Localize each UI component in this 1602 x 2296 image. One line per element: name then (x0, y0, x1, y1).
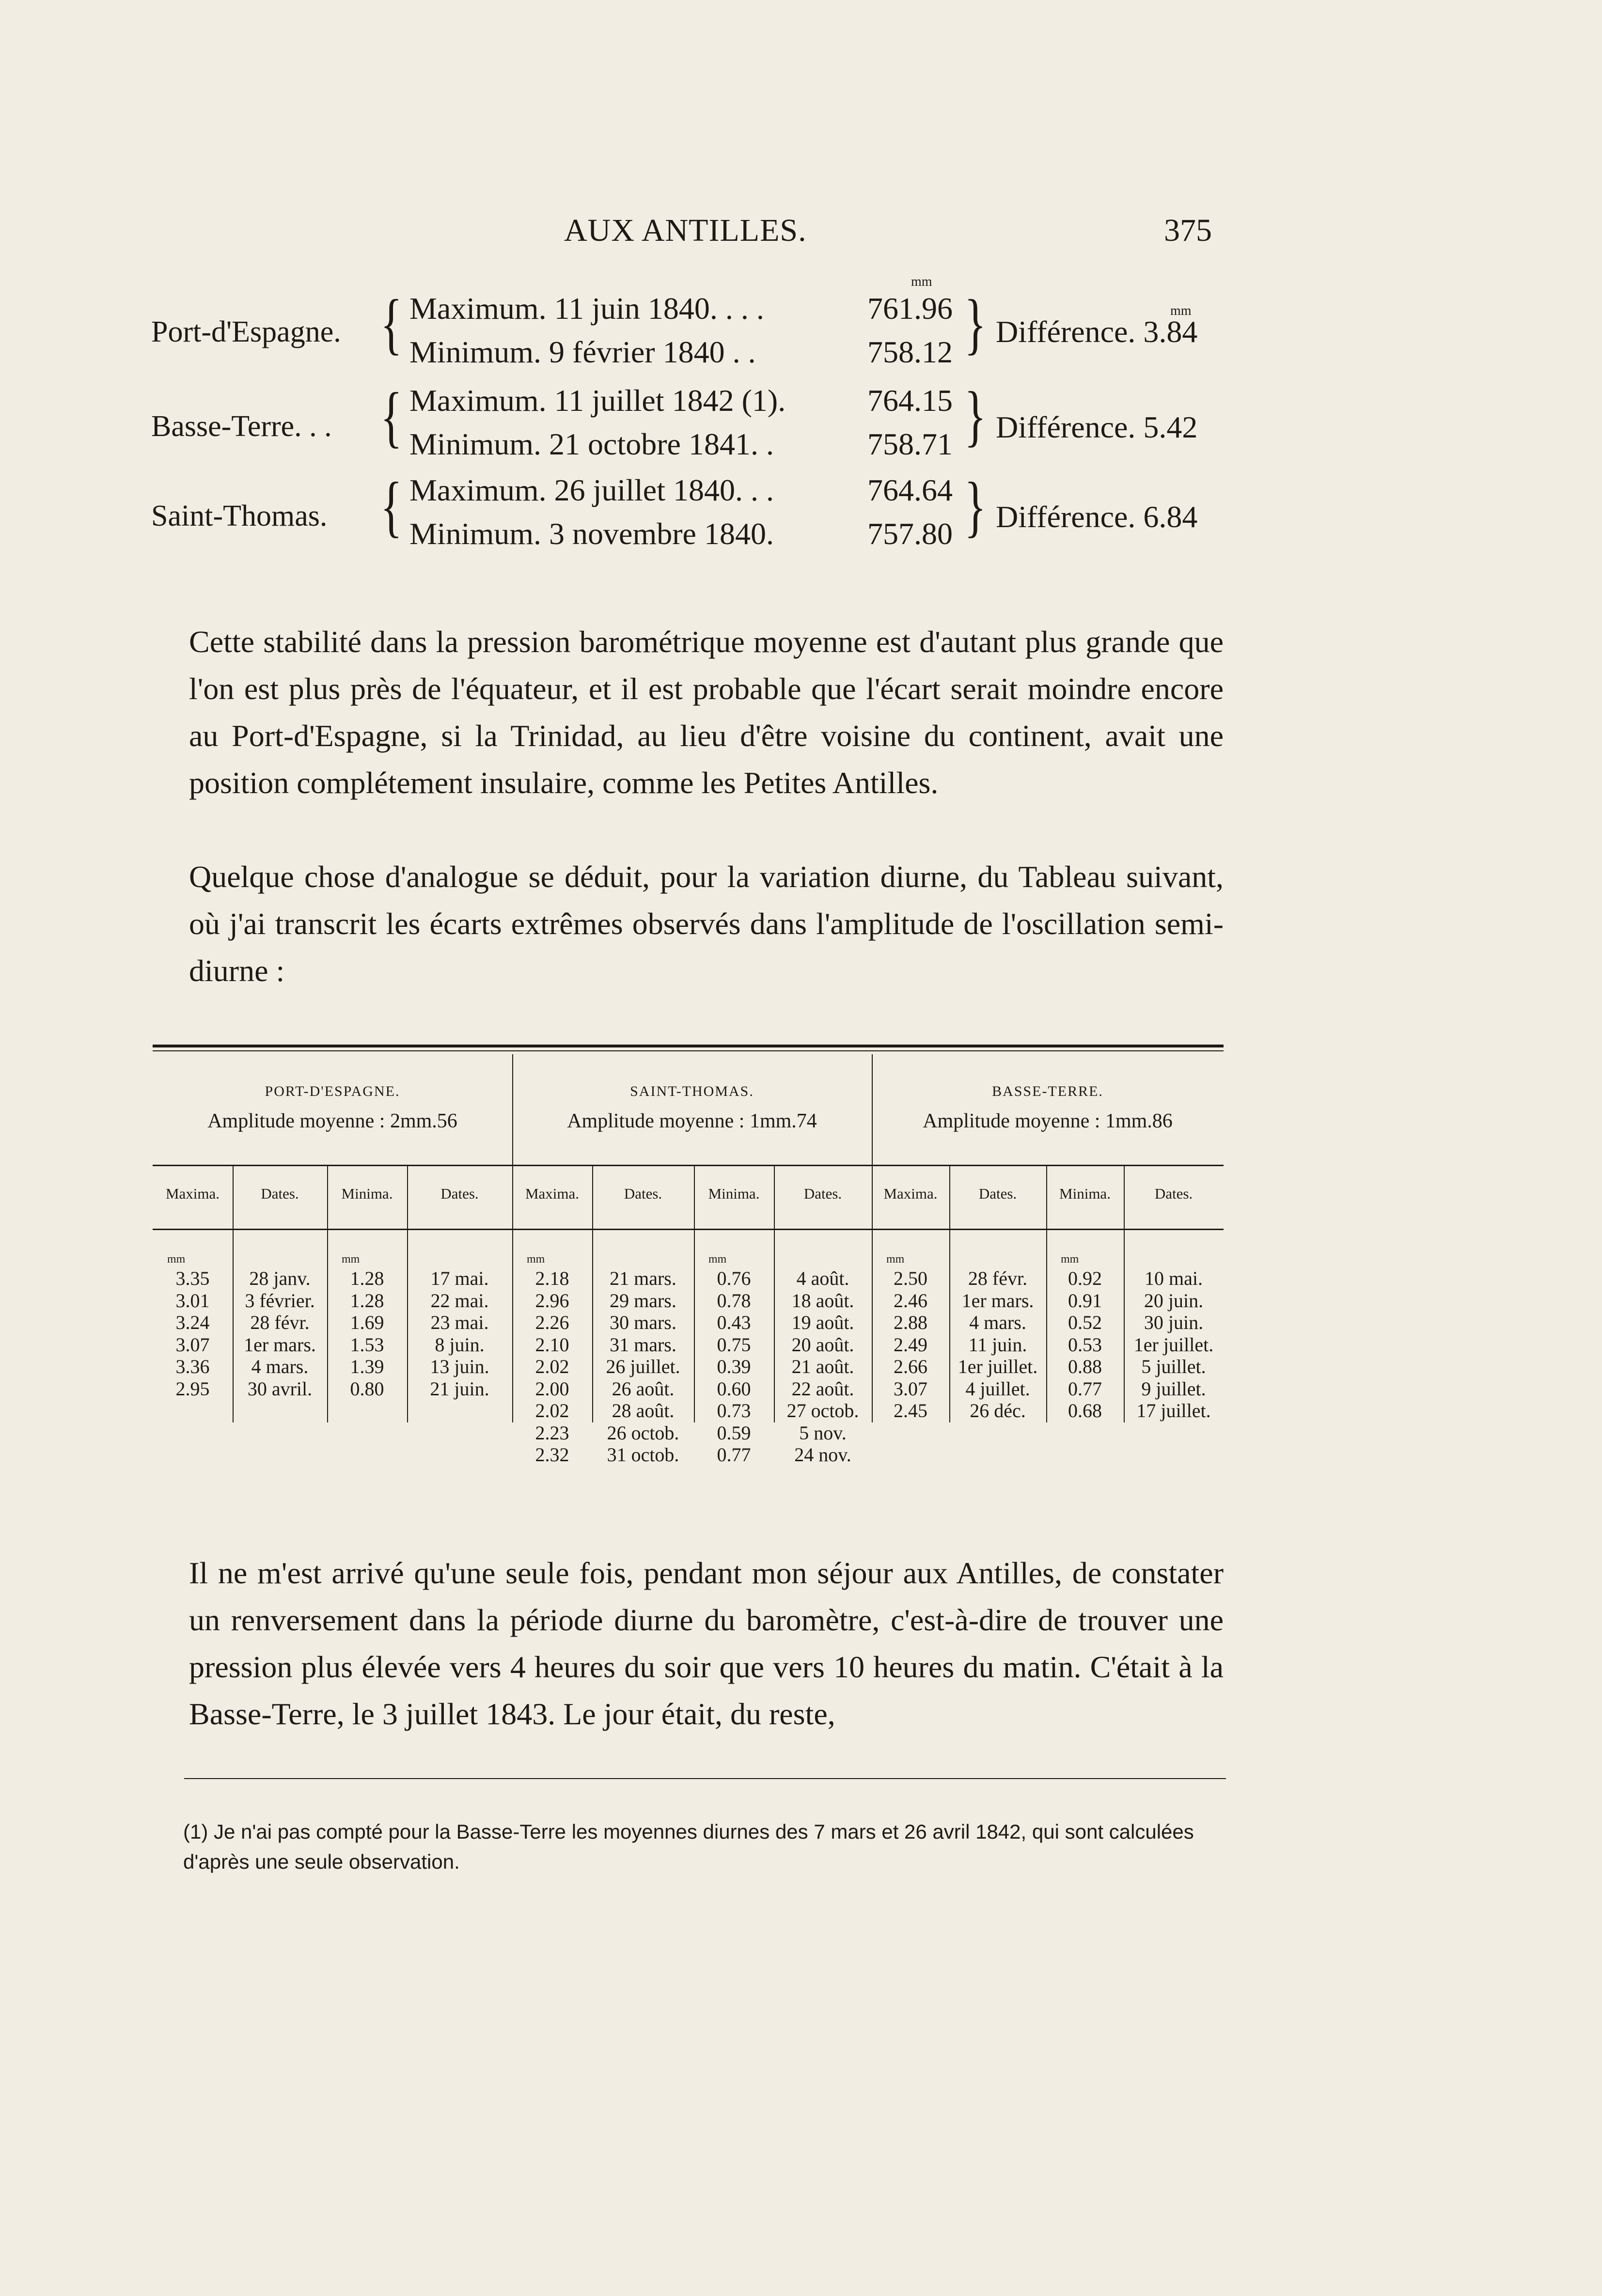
table-cell: 4 juillet. (965, 1377, 1030, 1400)
table-cell: 2.45 (894, 1400, 927, 1421)
table-cell: 2.95 (175, 1377, 210, 1400)
table-cell: 17 juillet. (1136, 1400, 1211, 1421)
table-cell: 27 octob. (786, 1400, 859, 1421)
max-value: 764.64 (867, 473, 953, 507)
station-amplitude: Amplitude moyenne : 1mm.74 (567, 1110, 817, 1132)
table-cell: 5 nov. (799, 1421, 847, 1444)
table-top-rule (153, 1045, 1224, 1047)
table-cell: 9 juillet. (1141, 1377, 1206, 1400)
table-cell: 0.91 (1068, 1289, 1102, 1312)
column-rule (512, 1054, 513, 1422)
table-cell: 0.75 (717, 1333, 751, 1356)
table-cell: 3.07 (175, 1333, 210, 1356)
column-header: Maxima. (525, 1185, 580, 1202)
table-cell: 28 janv. (249, 1267, 311, 1289)
table-cell: 0.53 (1068, 1333, 1102, 1356)
column-header: Dates. (1154, 1185, 1193, 1202)
table-cell: 2.00 (535, 1377, 569, 1400)
table-cell: 22 mai. (430, 1289, 489, 1312)
table-cell: 2.88 (894, 1312, 927, 1333)
table-cell: 0.59 (717, 1421, 751, 1444)
table-cell: 28 févr. (968, 1267, 1028, 1289)
unit-label: mm (708, 1253, 727, 1265)
table-cell: 26 juillet. (606, 1356, 680, 1377)
brace-right: } (964, 286, 987, 362)
unit-label: mm (886, 1253, 905, 1265)
table-top-rule (153, 1050, 1224, 1051)
station-name: Port-d'Espagne. (151, 315, 341, 348)
difference: Différence. 6.84 (996, 500, 1198, 534)
column-header: Maxima. (883, 1185, 938, 1202)
max-label: Maximum. 26 juillet 1840. . . (409, 473, 774, 507)
table-cell: 28 févr. (250, 1312, 310, 1333)
table-cell: 11 juin. (968, 1333, 1027, 1356)
table-cell: 28 août. (612, 1400, 675, 1421)
table-cell: 2.18 (535, 1267, 569, 1289)
table-cell: 4 mars. (969, 1312, 1026, 1333)
page-number: 375 (1164, 213, 1212, 248)
table-cell: 1er juillet. (1133, 1333, 1214, 1356)
table-cell: 31 octob. (607, 1444, 679, 1466)
table-cell: 22 août. (791, 1377, 854, 1400)
table-cell: 2.02 (535, 1400, 569, 1421)
table-cell: 1.53 (350, 1333, 384, 1356)
table-cell: 3.07 (894, 1377, 927, 1400)
table-cell: 2.50 (894, 1267, 927, 1289)
column-header: Minima. (708, 1185, 760, 1202)
min-label: Minimum. 21 octobre 1841. . (409, 427, 774, 461)
table-cell: 0.78 (717, 1289, 751, 1312)
table-cell: 8 juin. (435, 1333, 485, 1356)
column-header: Dates. (978, 1185, 1017, 1202)
table-cell: 31 mars. (610, 1333, 676, 1356)
column-rule (233, 1165, 234, 1422)
unit-label: mm (911, 274, 932, 289)
footnote-rule (184, 1778, 1226, 1779)
table-cell: 3.36 (175, 1356, 210, 1377)
table-cell: 20 août. (791, 1333, 854, 1356)
column-header: Minima. (341, 1185, 393, 1202)
table-cell: 0.77 (717, 1444, 751, 1466)
table-cell: 5 juillet. (1141, 1356, 1206, 1377)
column-rule (774, 1165, 775, 1422)
column-header: Dates. (440, 1185, 479, 1202)
table-cell: 1.28 (350, 1267, 384, 1289)
paragraph: Il ne m'est arrivé qu'une seule fois, pendant mon séjour aux Antilles, de constater un renversement dans la période diurne du baromètre, c'est-à-dire de trouver une pression plus élevée vers 4 heures du soir que vers 10 heures du matin. C'était à la Basse-Terre, le 3 juillet 1843. Le jour était, du reste, (189, 1556, 1224, 1731)
paragraph: Cette stabilité dans la pression barométrique moyenne est d'autant plus grande que l'on est plus près de l'équateur, et il est probable que l'écart serait moindre encore au Port-d'Espagne, si la Trinidad, au lieu d'être voisine du continent, avait une position complétement insulaire, comme les Petites Antilles. (189, 625, 1224, 800)
table-cell: 1.39 (350, 1356, 384, 1377)
table-cell: 0.88 (1068, 1356, 1102, 1377)
column-header: Dates. (624, 1185, 662, 1202)
column-rule (694, 1165, 695, 1422)
table-cell: 23 mai. (430, 1312, 489, 1333)
column-rule (1124, 1165, 1125, 1422)
column-header: Minima. (1059, 1185, 1111, 1202)
table-cell: 4 août. (796, 1267, 849, 1289)
table-cell: 1.28 (350, 1289, 384, 1312)
column-header: Dates. (803, 1185, 842, 1202)
table-cell: 3 février. (245, 1289, 315, 1312)
table-cell: 21 mars. (610, 1267, 676, 1289)
table-cell: 0.39 (717, 1356, 751, 1377)
station-heading: BASSE-TERRE. (992, 1083, 1103, 1099)
header-rule (153, 1165, 1224, 1166)
column-rule (327, 1165, 328, 1422)
difference: Différence. 3.84 (996, 314, 1198, 349)
brace-left: { (380, 379, 403, 455)
footnote: (1) Je n'ai pas compté pour la Basse-Terre les moyennes diurnes des 7 mars et 26 avril 1842, qui sont calculées d'après une seule observation. (183, 1820, 1194, 1873)
station-amplitude: Amplitude moyenne : 1mm.86 (923, 1110, 1173, 1132)
table-cell: 0.43 (717, 1312, 751, 1333)
table-cell: 2.96 (535, 1289, 569, 1312)
station-name: Saint-Thomas. (151, 500, 328, 532)
column-rule (872, 1054, 873, 1422)
table-cell: 18 août. (791, 1289, 854, 1312)
table-cell: 10 mai. (1145, 1267, 1203, 1289)
table-cell: 2.02 (535, 1356, 569, 1377)
min-label: Minimum. 3 novembre 1840. (409, 516, 774, 551)
table-cell: 3.01 (175, 1289, 210, 1312)
brace-left: { (380, 469, 403, 545)
table-cell: 2.46 (894, 1289, 927, 1312)
table-cell: 0.76 (717, 1267, 751, 1289)
table-cell: 30 juin. (1144, 1312, 1204, 1333)
table-cell: 24 nov. (794, 1444, 851, 1466)
table-cell: 30 mars. (610, 1312, 676, 1333)
table-cell: 0.52 (1068, 1312, 1102, 1333)
station-heading: PORT-D'ESPAGNE. (265, 1083, 400, 1099)
table-cell: 0.68 (1068, 1400, 1102, 1421)
table-cell: 0.92 (1068, 1267, 1102, 1289)
table-cell: 0.77 (1068, 1377, 1102, 1400)
table-cell: 2.10 (535, 1333, 569, 1356)
column-rule (592, 1165, 593, 1422)
min-value: 757.80 (867, 516, 953, 551)
min-value: 758.12 (867, 335, 953, 369)
unit-label: mm (527, 1253, 545, 1265)
station-name: Basse-Terre. . . (151, 410, 332, 443)
table-cell: 1er mars. (244, 1333, 316, 1356)
max-label: Maximum. 11 juin 1840. . . . (409, 291, 764, 326)
max-label: Maximum. 11 juillet 1842 (1). (409, 383, 786, 418)
table-cell: 0.60 (717, 1377, 751, 1400)
column-rule (407, 1165, 408, 1422)
table-cell: 20 juin. (1144, 1289, 1204, 1312)
table-cell: 1.69 (350, 1312, 384, 1333)
max-value: 761.96 (867, 291, 953, 326)
station-amplitude: Amplitude moyenne : 2mm.56 (207, 1110, 457, 1132)
min-value: 758.71 (867, 427, 953, 461)
paragraph: Quelque chose d'analogue se déduit, pour la variation diurne, du Tableau suivant, où j'ai transcrit les écarts extrêmes observés dans l'amplitude de l'oscillation semi-diurne : (189, 859, 1224, 988)
brace-left: { (380, 286, 403, 362)
table-cell: 2.23 (535, 1421, 569, 1444)
table-cell: 1er juillet. (958, 1356, 1038, 1377)
table-cell: 30 avril. (247, 1377, 313, 1400)
table-cell: 26 août. (612, 1377, 675, 1400)
unit-label: mm (1170, 303, 1192, 318)
column-header: Dates. (261, 1185, 299, 1202)
table-cell: 0.73 (717, 1400, 751, 1421)
running-title: AUX ANTILLES. (564, 213, 807, 248)
column-rule (1046, 1165, 1047, 1422)
table-cell: 1er mars. (961, 1289, 1034, 1312)
table-cell: 3.24 (175, 1312, 210, 1333)
unit-label: mm (1061, 1253, 1079, 1265)
table-cell: 2.49 (894, 1333, 927, 1356)
table-cell: 19 août. (791, 1312, 854, 1333)
unit-label: mm (342, 1253, 360, 1265)
unit-label: mm (167, 1253, 186, 1265)
table-cell: 4 mars. (251, 1356, 309, 1377)
table-cell: 3.35 (175, 1267, 210, 1289)
table-cell: 2.26 (535, 1312, 569, 1333)
station-heading: SAINT-THOMAS. (630, 1083, 754, 1099)
table-cell: 13 juin. (430, 1356, 489, 1377)
brace-right: } (964, 469, 987, 545)
table-cell: 0.80 (350, 1377, 384, 1400)
min-label: Minimum. 9 février 1840 . . (409, 335, 756, 369)
table-cell: 2.32 (535, 1444, 569, 1466)
table-cell: 17 mai. (430, 1267, 489, 1289)
table-cell: 26 déc. (970, 1400, 1026, 1421)
difference: Différence. 5.42 (996, 410, 1198, 444)
brace-right: } (964, 378, 987, 454)
table-cell: 29 mars. (610, 1289, 676, 1312)
max-value: 764.15 (867, 383, 953, 418)
table-cell: 21 juin. (430, 1377, 489, 1400)
table-cell: 26 octob. (607, 1421, 679, 1444)
header-rule (153, 1229, 1224, 1230)
table-cell: 2.66 (894, 1356, 927, 1377)
column-header: Maxima. (165, 1185, 220, 1202)
column-rule (949, 1165, 950, 1422)
table-cell: 21 août. (791, 1356, 854, 1377)
